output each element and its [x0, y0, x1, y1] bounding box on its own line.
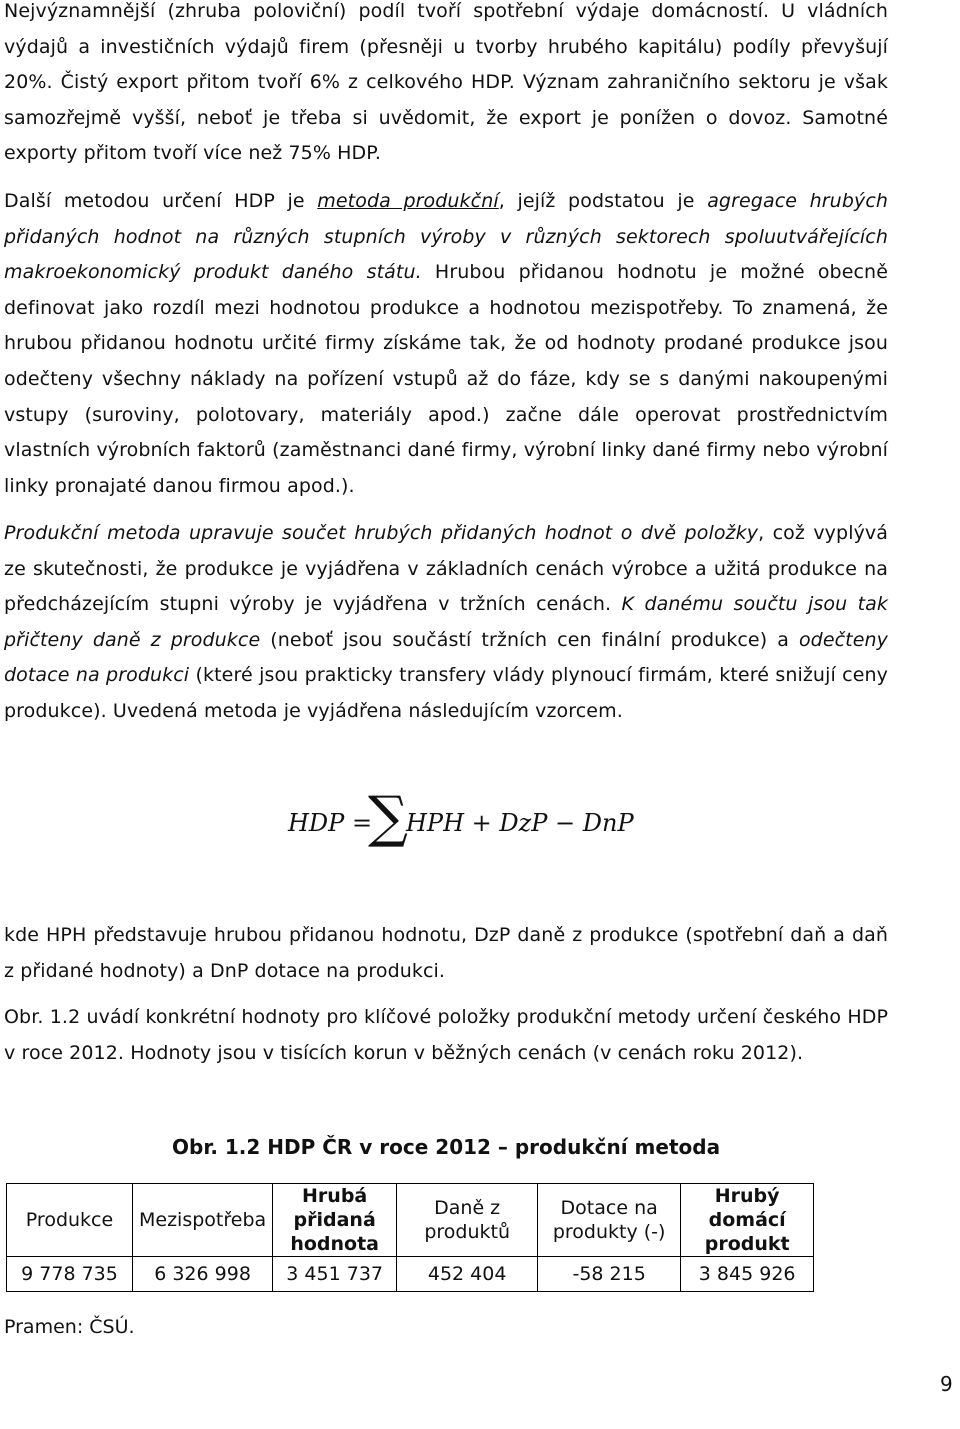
formula-rhs: HPH + DzP − DnP: [406, 809, 634, 837]
value-cell-product-subsidies: -58 215: [538, 1257, 681, 1292]
header-line: Daně z: [434, 1197, 501, 1219]
header-cell-gdp: [681, 1184, 814, 1257]
value-cell-gross-value-added: 3 451 737: [273, 1257, 397, 1292]
header-cell-production: Produkce: [7, 1184, 133, 1257]
header-cell-gross-value-added: [273, 1184, 397, 1257]
emphasis-adjusts-sum: Produkční metoda upravuje součet hrubých přidaných hodnot o dvě položky: [4, 522, 759, 544]
header-cell-product-taxes: [397, 1184, 538, 1257]
header-line: domácí: [708, 1209, 786, 1231]
text-run: Hrubou přidanou hodnotu je možné obecně definovat jako rozdíl mezi hodnotou produkce a hodnotou mezispotřeby. To znamená, že hrubou přidanou hodnotu určité firmy získáme tak, že od hodnoty prodané produkce jsou odečteny všechny náklady na pořízení vstupů až do fáze, kdy se s danými nakoupenými vstupy (suroviny, polotovary, materiály apod.) začne dále operovat prostřednictvím vlastních výrobních faktorů (zaměstnanci dané firmy, výrobní linky dané firmy nebo výrobní linky pronajaté danou firmou apod.).: [4, 261, 888, 497]
header-line: produktů: [424, 1221, 510, 1243]
figure-title: Obr. 1.2 HDP ČR v roce 2012 – produkční metoda: [172, 1135, 721, 1159]
value-cell-production: 9 778 735: [7, 1257, 133, 1292]
table-header-row: [7, 1184, 814, 1257]
text-run: , což vyplývá ze skutečnosti, že produkce je vyjádřena v základních cenách výrobce a užitá produkce na předcházejícím stupni výroby je vyjádřena v tržních cenách.: [4, 522, 888, 616]
value-cell-gdp: 3 845 926: [681, 1257, 814, 1292]
gdp-table: [6, 1183, 814, 1292]
source-note: Pramen: ČSÚ.: [4, 1316, 135, 1338]
page-number: 9: [940, 1372, 953, 1396]
emphasis-subsidies-subtracted: odečteny dotace na produkci: [4, 628, 888, 687]
emphasis-aggregation: agregace hrubých přidaných hodnot na různých stupních výroby v různých sektorech spoluutvářejících makroekonomický produkt daného státu.: [4, 190, 889, 284]
header-line: Hrubý: [714, 1185, 780, 1207]
paragraph-production-method: [4, 184, 888, 504]
header-line: přidaná: [293, 1209, 376, 1231]
text-run: , jejíž podstatou je: [498, 190, 708, 212]
paragraph-adjustments: [4, 516, 888, 730]
value-cell-intermediate-consumption: 6 326 998: [133, 1257, 273, 1292]
text-run: Další metodou určení HDP je: [4, 190, 318, 212]
table-row: [7, 1257, 814, 1292]
header-line: produkty (-): [552, 1221, 666, 1243]
sum-symbol: ∑: [368, 785, 408, 850]
header-line: Dotace na: [560, 1197, 658, 1219]
term-production-method: metoda produkční: [317, 190, 499, 212]
text-run: (které jsou prakticky transfery vlády plynoucí firmám, které snižují ceny produkce). Uvedená metoda je vyjádřena následujícím vzorcem.: [4, 664, 888, 722]
paragraph-formula-explanation: kde HPH představuje hrubou přidanou hodnotu, DzP daně z produkce (spotřební daň a daň z přidané hodnoty) a DnP dotace na produkci.: [4, 924, 888, 982]
formula-lhs: HDP =: [288, 809, 373, 837]
header-cell-product-subsidies: [538, 1184, 681, 1257]
header-cell-intermediate-consumption: Mezispotřeba: [133, 1184, 273, 1257]
text-run: (neboť jsou součástí tržních cen finální produkce) a: [260, 628, 799, 651]
emphasis-taxes-added: K danému součtu jsou tak přičteny daně z produkce: [4, 593, 888, 651]
paragraph-figure-intro: Obr. 1.2 uvádí konkrétní hodnoty pro klíčové položky produkční metody určení českého HDP v roce 2012. Hodnoty jsou v tisících korun v běžných cenách (v cenách roku 2012).: [4, 1006, 888, 1064]
header-line: produkt: [704, 1233, 790, 1255]
header-line: Hrubá: [302, 1185, 368, 1207]
value-cell-product-taxes: 452 404: [397, 1257, 538, 1292]
header-line: hodnota: [290, 1233, 379, 1255]
paragraph-expenditure-shares: Nejvýznamnější (zhruba poloviční) podíl tvoří spotřební výdaje domácností. U vládních výdajů a investičních výdajů firem (přesněji u tvorby hrubého kapitálu) podíly převyšují 20%. Čistý export přitom tvoří 6% z celkového HDP. Význam zahraničního sektoru je však samozřejmě vyšší, neboť je třeba si uvědomit, že export je ponížen o dovoz. Samotné exporty přitom tvoří více než 75% HDP.: [4, 0, 888, 165]
